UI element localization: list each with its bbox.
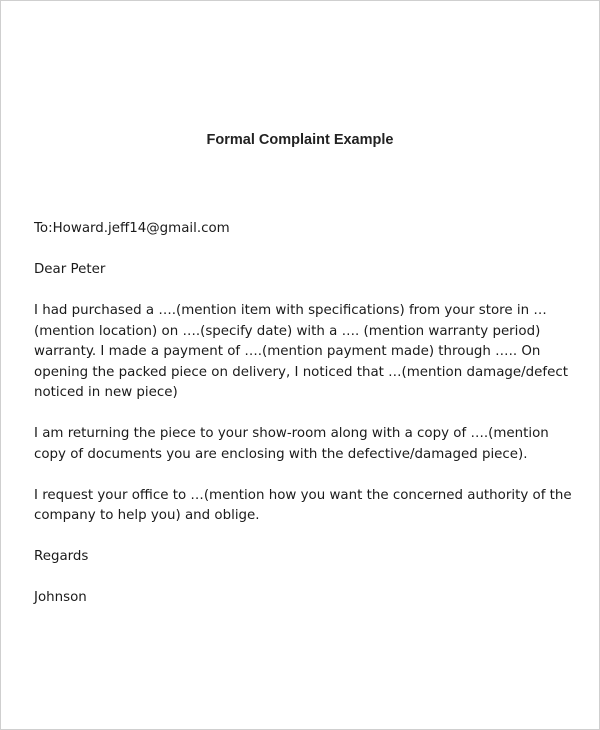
salutation: Dear Peter: [34, 262, 106, 277]
paragraph-return: I am returning the piece to your show-room along with a copy of ….(mention copy of documents you are enclosing with the defective/damaged piece).: [34, 426, 549, 462]
closing: Regards: [34, 549, 89, 564]
recipient-line: To:Howard.jeff14@gmail.com: [34, 221, 230, 236]
paragraph-purchase: I had purchased a ….(mention item with specifications) from your store in … (mention location) on ….(specify date) with a …. (mention warranty period) warranty. I made a payment of ….(mention payment made) through ….. On opening the packed piece on delivery, I noticed that …(mention damage/defect noticed in new piece): [34, 303, 568, 400]
document-title: Formal Complaint Example: [206, 132, 394, 148]
signature: Johnson: [34, 590, 87, 605]
paragraph-request: I request your office to …(mention how you want the concerned authority of the company to help you) and oblige.: [34, 487, 572, 523]
letter-body: [34, 219, 574, 609]
